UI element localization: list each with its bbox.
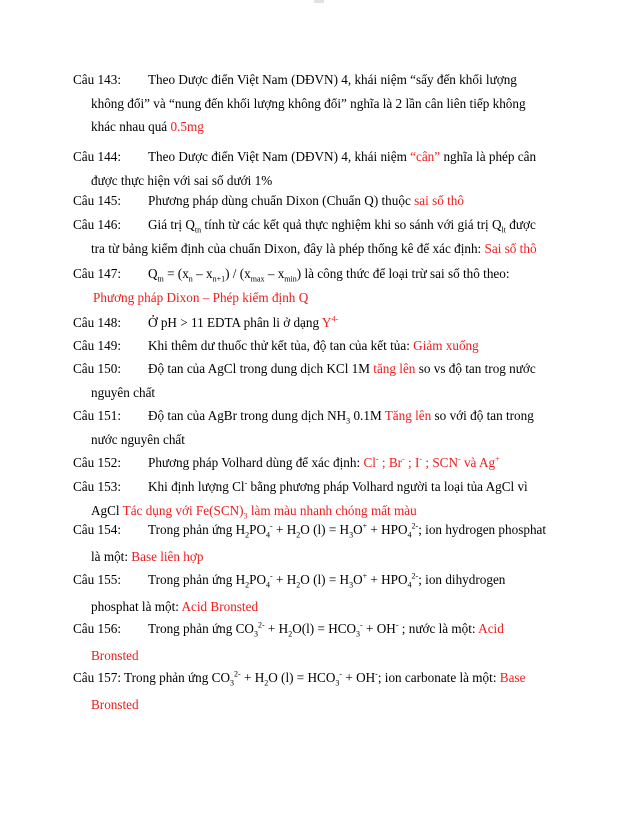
subscript: tn	[157, 274, 164, 284]
answer: Base liên hợp	[131, 548, 204, 564]
subscript: 3	[349, 530, 354, 540]
question-number: Câu 149:	[73, 338, 121, 353]
subscript: 4	[407, 530, 412, 540]
question-text: Phương pháp Volhard dùng để xác định:	[148, 455, 364, 470]
formula-part: Q	[148, 266, 158, 281]
question-text: ; ion carbonate là một:	[377, 670, 500, 685]
question-number: Câu 154:	[73, 522, 121, 537]
answer-part: Cl	[363, 455, 376, 470]
question-155	[73, 568, 573, 618]
equation-part: O(l) = HCO	[292, 621, 357, 636]
question-number: Câu 153:	[73, 479, 121, 494]
answer-part: ; SCN	[422, 455, 458, 470]
answer: Bronsted	[91, 696, 139, 712]
question-text: ; ion hydrogen phosphat	[418, 522, 547, 537]
subscript: 3	[253, 629, 258, 639]
equation-part: + H	[272, 522, 297, 537]
subscript: n	[188, 274, 193, 284]
question-number: Câu 152:	[73, 455, 121, 470]
question-number: Câu 144:	[73, 149, 121, 164]
question-text: ; nước là một:	[398, 621, 479, 636]
equation-part: O (l) = H	[300, 572, 350, 587]
equation-part: PO	[249, 572, 267, 587]
subscript: 2	[296, 530, 301, 540]
subscript: 3	[243, 511, 248, 521]
question-147	[73, 262, 573, 309]
superscript: +	[362, 521, 368, 531]
question-number: Câu 145:	[73, 193, 121, 208]
answer-part: làm màu nhanh chóng mất màu	[247, 503, 417, 518]
question-text: Phương pháp dùng chuẩn Dixon (Chuẩn Q) thuộc	[148, 193, 415, 208]
superscript: -	[244, 478, 248, 488]
equation-part: O	[353, 522, 363, 537]
question-152	[73, 451, 573, 475]
formula-part: = (x	[163, 266, 189, 281]
question-text: Theo Dược điển Việt Nam (DĐVN) 4, khái niệm	[148, 149, 411, 164]
superscript: +	[362, 571, 368, 581]
question-text: Giá trị Q	[148, 217, 195, 232]
answer: Acid	[478, 621, 504, 636]
equation-part: + H	[272, 572, 297, 587]
superscript: 2-	[411, 521, 419, 531]
question-text: nước nguyên chất	[91, 431, 185, 447]
equation-part: Trong phản ứng H	[148, 572, 246, 587]
question-number: Câu 150:	[73, 361, 121, 376]
question-149	[73, 334, 573, 358]
answer: tăng lên	[373, 361, 416, 376]
subscript: 2	[245, 580, 250, 590]
question-text: Khi định lượng Cl	[148, 479, 245, 494]
answer: “cân”	[410, 149, 441, 164]
equation-part: O (l) = HCO	[268, 670, 336, 685]
equation-part: + H	[240, 670, 265, 685]
question-number: Câu 148:	[73, 315, 121, 330]
answer: Bronsted	[91, 647, 139, 663]
answer	[363, 455, 499, 470]
question-text: Độ tan của AgBr trong dung dịch NH	[148, 408, 347, 423]
equation-part: + HPO	[367, 572, 408, 587]
equation-part: Trong phản ứng H	[148, 522, 246, 537]
answer: Tăng lên	[384, 408, 432, 423]
equation-part: + H	[264, 621, 289, 636]
question-153	[73, 476, 573, 520]
question-number: Câu 147:	[73, 266, 121, 281]
superscript: -	[457, 454, 461, 464]
question-text: so với độ tan trong	[431, 408, 534, 423]
superscript: -	[339, 669, 343, 679]
subscript: 4	[266, 580, 271, 590]
question-text: được	[505, 217, 536, 232]
question-text: 0.1M	[350, 408, 385, 423]
superscript: -	[402, 454, 405, 464]
question-154	[73, 518, 573, 568]
question-157	[73, 666, 573, 716]
answer-part: và Ag	[460, 455, 496, 470]
question-number: Câu 146:	[73, 217, 121, 232]
answer: sai số thô	[414, 193, 464, 208]
subscript: 2	[288, 629, 293, 639]
subscript: 3	[356, 629, 361, 639]
superscript: +	[495, 454, 500, 464]
question-text: tra từ bảng kiểm định của chuẩn Dixon, đây là phép thống kê để xác định:	[91, 240, 485, 256]
equation-part: + OH	[362, 621, 396, 636]
answer-part: Tác dụng với Fe(SCN)	[122, 503, 244, 518]
subscript: min	[284, 274, 297, 284]
question-143	[73, 68, 573, 139]
answer: 0.5mg	[170, 119, 204, 134]
superscript: 2-	[257, 620, 265, 630]
subscript: 2	[245, 530, 250, 540]
subscript: lt	[501, 225, 506, 235]
superscript: -	[375, 454, 379, 464]
superscript: 4-	[331, 314, 339, 324]
equation-part: PO	[249, 522, 267, 537]
subscript: 3	[349, 580, 354, 590]
equation-part: O (l) = H	[300, 522, 350, 537]
equation-part: Trong phản ứng CO	[148, 621, 254, 636]
answer: Sai số thô	[484, 240, 537, 256]
answer: Y	[321, 315, 332, 330]
subscript: 4	[266, 530, 271, 540]
question-text: Độ tan của AgCl trong dung dịch KCl 1M	[148, 361, 374, 376]
formula-part: – x	[192, 266, 213, 281]
question-number: Câu 151:	[73, 408, 121, 423]
answer: Base	[499, 670, 526, 685]
answer: Acid Bronsted	[181, 598, 259, 614]
question-number: Câu 155:	[73, 572, 121, 587]
question-144	[73, 145, 573, 192]
question-text: so vs độ tan trog nước	[415, 361, 536, 376]
question-text: không đổi” và “nung đến khối lượng không đổi” nghĩa là 2 lần cân liên tiếp không	[91, 95, 526, 111]
question-text: Theo Dược điển Việt Nam (DĐVN) 4, khái niệm “sấy đến khối lượng	[148, 72, 517, 87]
equation-part: + HPO	[367, 522, 408, 537]
subscript: 2	[264, 678, 269, 688]
subscript: tn	[194, 225, 202, 235]
superscript: -	[270, 571, 273, 581]
superscript: 2-	[411, 571, 419, 581]
question-text: phosphat là một:	[91, 598, 182, 614]
superscript: -	[419, 454, 423, 464]
subscript: 2	[296, 580, 301, 590]
question-text: AgCl	[91, 503, 123, 518]
subscript: 4	[407, 580, 412, 590]
question-text: Câu 157: Trong phản ứng CO	[73, 670, 230, 685]
question-text: ) là công thức để loại trừ sai số thô theo:	[296, 266, 510, 281]
answer-part: ; Br	[378, 455, 403, 470]
subscript: n+1	[212, 274, 226, 284]
formula-part: ) / (x	[225, 266, 251, 281]
question-148	[73, 311, 573, 335]
question-156	[73, 617, 573, 667]
answer-part: ; I	[404, 455, 420, 470]
page-top-marker	[314, 0, 324, 3]
subscript: 3	[230, 678, 234, 688]
question-145	[73, 189, 573, 213]
question-text: bằng phương pháp Volhard người ta loại tủa AgCl vì	[247, 479, 528, 494]
question-number: Câu 156:	[73, 621, 121, 636]
question-text: là một:	[91, 548, 132, 564]
question-151	[73, 404, 573, 451]
question-text: Ở pH > 11 EDTA phân li ở dạng	[148, 315, 322, 330]
question-146	[73, 213, 573, 260]
question-150	[73, 357, 573, 404]
superscript: 2-	[234, 669, 241, 679]
answer	[122, 503, 417, 521]
question-text: nghĩa là phép cân	[440, 149, 537, 164]
question-text: tính từ các kết quả thực nghiệm khi so sánh với giá trị Q	[201, 217, 502, 232]
question-text: khác nhau quá	[91, 119, 171, 134]
superscript: -	[270, 521, 273, 531]
formula-part: – x	[264, 266, 285, 281]
equation-part: O	[353, 572, 363, 587]
answer: Giảm xuống	[413, 338, 479, 353]
question-text: Khi thêm dư thuốc thử kết tủa, độ tan của kết tủa:	[148, 338, 414, 353]
question-number: Câu 143:	[73, 72, 121, 87]
subscript: 3	[335, 678, 340, 688]
question-text: được thực hiện với sai số dưới 1%	[91, 172, 273, 188]
equation-part: + OH	[342, 670, 376, 685]
subscript: 3	[346, 416, 351, 426]
question-text: ; ion dihydrogen	[418, 572, 506, 587]
question-text: nguyên chất	[91, 384, 156, 400]
answer: Phương pháp Dixon – Phép kiểm định Q	[93, 289, 309, 305]
superscript: -	[375, 669, 378, 679]
superscript: -	[360, 620, 363, 630]
superscript: -	[395, 620, 399, 630]
subscript: max	[250, 274, 265, 284]
